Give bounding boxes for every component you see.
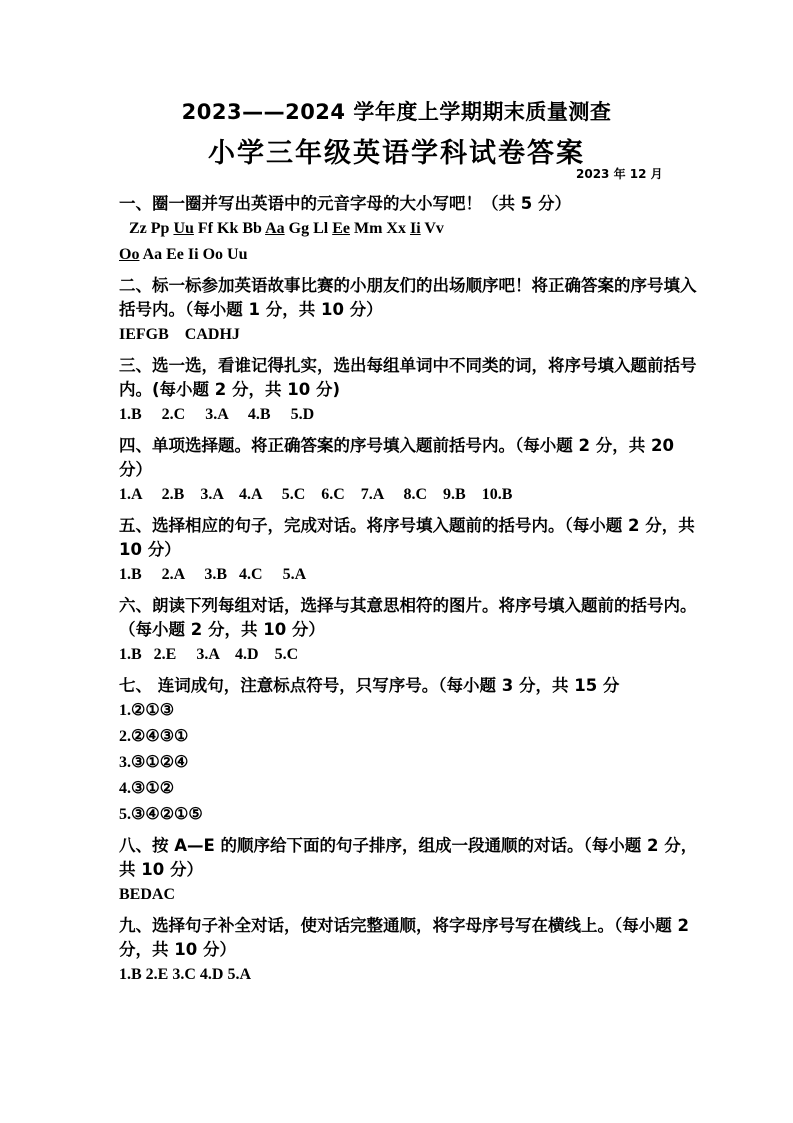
section-6-answer: 1.B 2.E 3.A 4.D 5.C	[119, 646, 299, 663]
section-9-answer: 1.B 2.E 3.C 4.D 5.A	[119, 966, 252, 983]
section-8-heading: 八、按 A—E 的顺序给下面的句子排序，组成一段通顺的对话。（每小题 2 分，共 10 分）	[119, 836, 698, 879]
letter-pair: Ii	[409, 220, 421, 237]
section-1	[119, 192, 699, 268]
section-8-answer: BEDAC	[119, 886, 176, 903]
section-1-letters-row	[119, 216, 699, 242]
letter-pair: Kk	[217, 220, 239, 237]
section-2	[119, 274, 699, 348]
section-3-answer: 1.B 2.C 3.A 4.B 5.D	[119, 406, 315, 423]
letter-pair: Bb	[242, 220, 262, 237]
letter-pair: Ee	[332, 220, 350, 237]
section-9	[119, 914, 699, 988]
section-7-heading: 七、 连词成句，注意标点符号，只写序号。（每小题 3 分，共 15 分	[119, 676, 620, 695]
section-5-heading: 五、选择相应的句子，完成对话。将序号填入题前的括号内。（每小题 2 分，共 10 分）	[119, 516, 695, 559]
section-7-answer-2: 2.②④③①	[119, 728, 189, 745]
letter-pair: Aa	[265, 220, 285, 237]
section-1-answer-row	[119, 242, 699, 268]
section-3	[119, 354, 699, 428]
section-7-answer-1: 1.②①③	[119, 702, 175, 719]
page-title-line2: 小学三年级英语学科试卷答案	[208, 138, 585, 169]
section-1-answer-first: Oo	[119, 246, 140, 263]
letter-pair: Vv	[424, 220, 444, 237]
section-7	[119, 674, 699, 828]
date-label: 2023 年 12 月	[576, 167, 663, 181]
section-4	[119, 434, 699, 508]
section-2-heading: 二、标一标参加英语故事比赛的小朋友们的出场顺序吧！将正确答案的序号填入括号内。（每小题 1 分，共 10 分）	[119, 276, 697, 319]
section-2-answer: IEFGB CADHJ	[119, 326, 240, 343]
page-title-line1: 2023——2024 学年度上学期期末质量测查	[181, 100, 612, 124]
section-5-answer: 1.B 2.A 3.B 4.C 5.A	[119, 566, 307, 583]
letter-pair: Ll	[313, 220, 329, 237]
section-9-heading: 九、选择句子补全对话，使对话完整通顺，将字母序号写在横线上。（每小题 2 分，共 10 分）	[119, 916, 689, 959]
section-3-heading: 三、选一选，看谁记得扎实，选出每组单词中不同类的词，将序号填入题前括号内。(每小题 2 分，共 10 分)	[119, 356, 697, 399]
section-7-answer-4: 4.③①②	[119, 780, 175, 797]
letter-pair: Gg	[288, 220, 310, 237]
letter-pair: Uu	[173, 220, 194, 237]
letter-pair: Pp	[150, 220, 170, 237]
section-7-answer-3: 3.③①②④	[119, 754, 189, 771]
letter-pair: Zz	[129, 220, 147, 237]
section-4-answer: 1.A 2.B 3.A 4.A 5.C 6.C 7.A 8.C 9.B 10.B	[119, 486, 513, 503]
letter-pair: Ff	[197, 220, 214, 237]
section-5	[119, 514, 699, 588]
letter-pair: Xx	[386, 220, 406, 237]
section-1-answer-rest: Aa Ee Ii Oo Uu	[139, 246, 248, 263]
section-7-answer-5: 5.③④②①⑤	[119, 806, 203, 823]
answer-content	[119, 186, 699, 988]
letter-pair: Mm	[353, 220, 383, 237]
section-1-heading: 一、圈一圈并写出英语中的元音字母的大小写吧！（共 5 分）	[119, 194, 571, 213]
section-6	[119, 594, 699, 668]
section-4-heading: 四、单项选择题。将正确答案的序号填入题前括号内。（每小题 2 分，共 20 分）	[119, 436, 674, 479]
section-6-heading: 六、朗读下列每组对话，选择与其意思相符的图片。将序号填入题前的括号内。（每小题 2 分，共 10 分）	[119, 596, 697, 639]
section-8	[119, 834, 699, 908]
